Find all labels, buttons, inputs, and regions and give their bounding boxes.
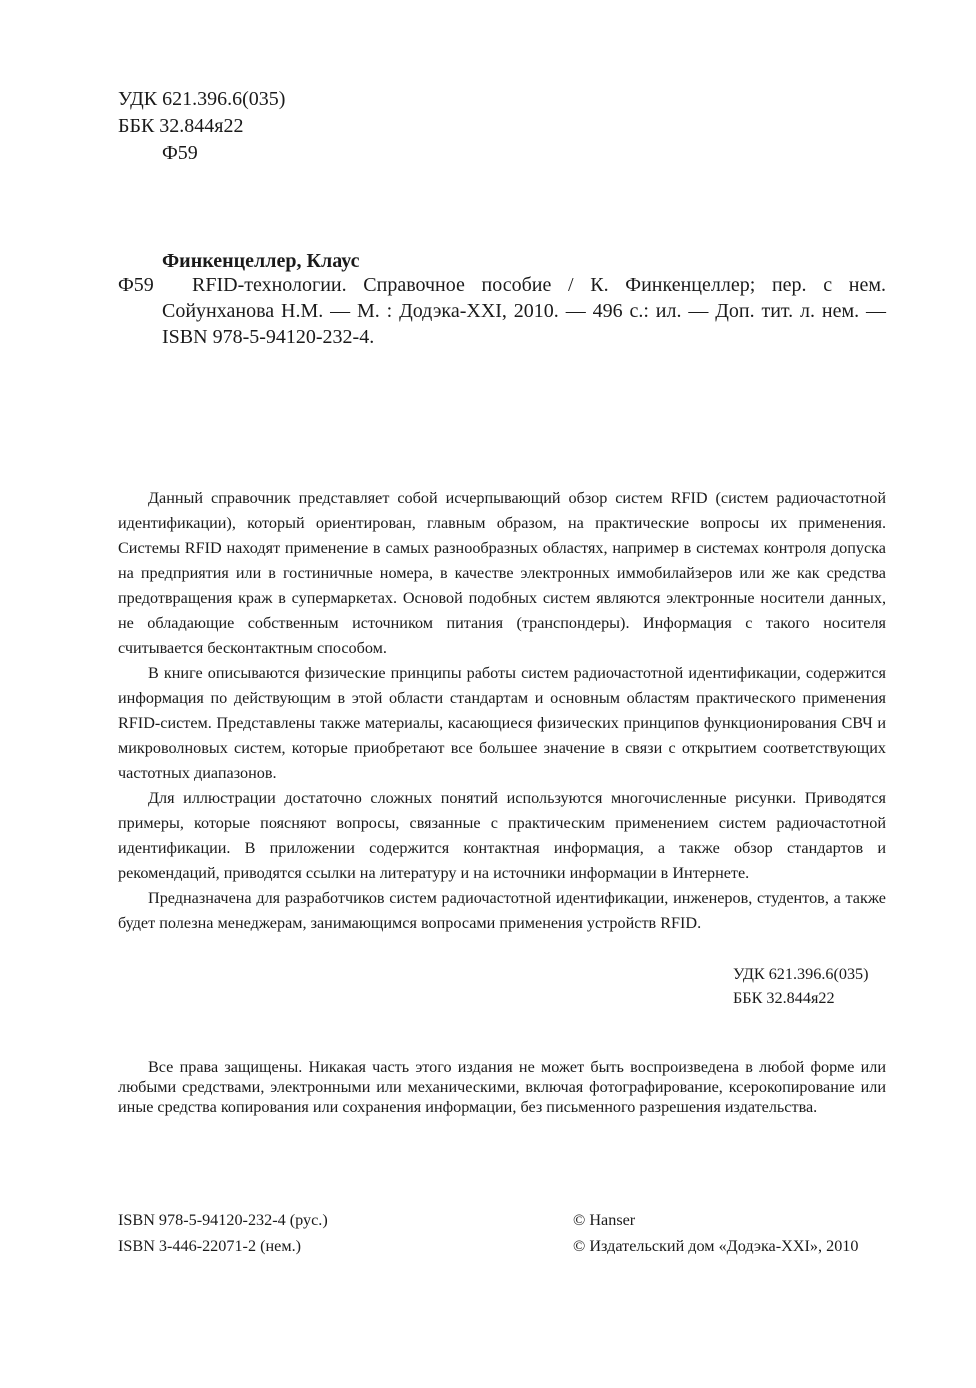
author-code: Ф59 <box>118 274 154 296</box>
bibliographic-description <box>162 272 886 350</box>
isbn-block <box>118 1207 328 1259</box>
copyright-publisher: © Издательский дом «Додэка-XXI», 2010 <box>573 1237 859 1255</box>
annotation-paragraph: Предназначена для разработчиков систем радиочастотной идентификации, инженеров, студентов, а также будет полезна менеджерам, занимающимся вопросами применения устройств RFID. <box>118 889 886 932</box>
bbk-code-bottom: ББК 32.844я22 <box>733 989 835 1007</box>
annotation-paragraph: Для иллюстрации достаточно сложных понятий используются многочисленные рисунки. Приводятся примеры, которые поясняют вопросы, связанные с практическим применением систем радиочастотной идентификации. В приложении содержится контактная информация, а также обзор стандартов и рекомендаций, приводятся ссылки на литературу и на источники информации в Интернете. <box>118 789 886 882</box>
bibliographic-text: RFID-технологии. Справочное пособие / К. Финкенцеллер; пер. с нем. Сойунханова Н.М. — М. : Додэка-XXI, 2010. — 496 с.: ил. — Доп. тит. л. нем. — ISBN 978-5-94120-232-4. <box>162 274 886 348</box>
copyright-block <box>573 1207 858 1259</box>
author-mark: Ф59 <box>162 142 198 164</box>
copyright-hanser: © Hanser <box>573 1211 636 1229</box>
author-name: Финкенцеллер, Клаус <box>162 250 360 272</box>
annotation-paragraph: Данный справочник представляет собой исчерпывающий обзор систем RFID (систем радиочастотной идентификации), который ориентирован, главным образом, на практические вопросы их применения. Системы RFID находят применение в самых разнообразных областях, например в системах контроля допуска на предприятия или в гостиничные номера, в качестве электронных иммобилайзеров или же как средства предотвращения краж в супермаркетах. Основой подобных систем являются электронные носители данных, не обладающие собственным источником питания (транспондеры). Информация с такого носителя считывается бесконтактным способом. <box>118 489 886 657</box>
rights-text: Все права защищены. Никакая часть этого издания не может быть воспроизведена в любой форме или любыми средствами, электронными или механическими, включая фотографирование, ксерокопирование или иные средства копирования или сохранения информации, без письменного разрешения издательства. <box>118 1058 886 1116</box>
isbn-german: ISBN 3-446-22071-2 (нем.) <box>118 1237 302 1255</box>
bbk-code: ББК 32.844я22 <box>118 115 244 137</box>
isbn-russian: ISBN 978-5-94120-232-4 (рус.) <box>118 1211 328 1229</box>
udk-code: УДК 621.396.6(035) <box>118 88 286 110</box>
udk-code-bottom: УДК 621.396.6(035) <box>733 965 869 983</box>
classification-footer <box>733 962 869 1010</box>
annotation-paragraph: В книге описываются физические принципы работы систем радиочастотной идентификации, содержится информация по действующим в этой области стандартам и основным областям практического применения RFID-систем. Представлены также материалы, касающиеся физических принципов функционирования СВЧ и микроволновых систем, которые приобретают все большее значение в связи с открытием соответствующих частотных диапазонов. <box>118 664 886 782</box>
classification-header <box>118 86 285 167</box>
rights-notice <box>118 1057 886 1117</box>
annotation <box>118 486 886 936</box>
